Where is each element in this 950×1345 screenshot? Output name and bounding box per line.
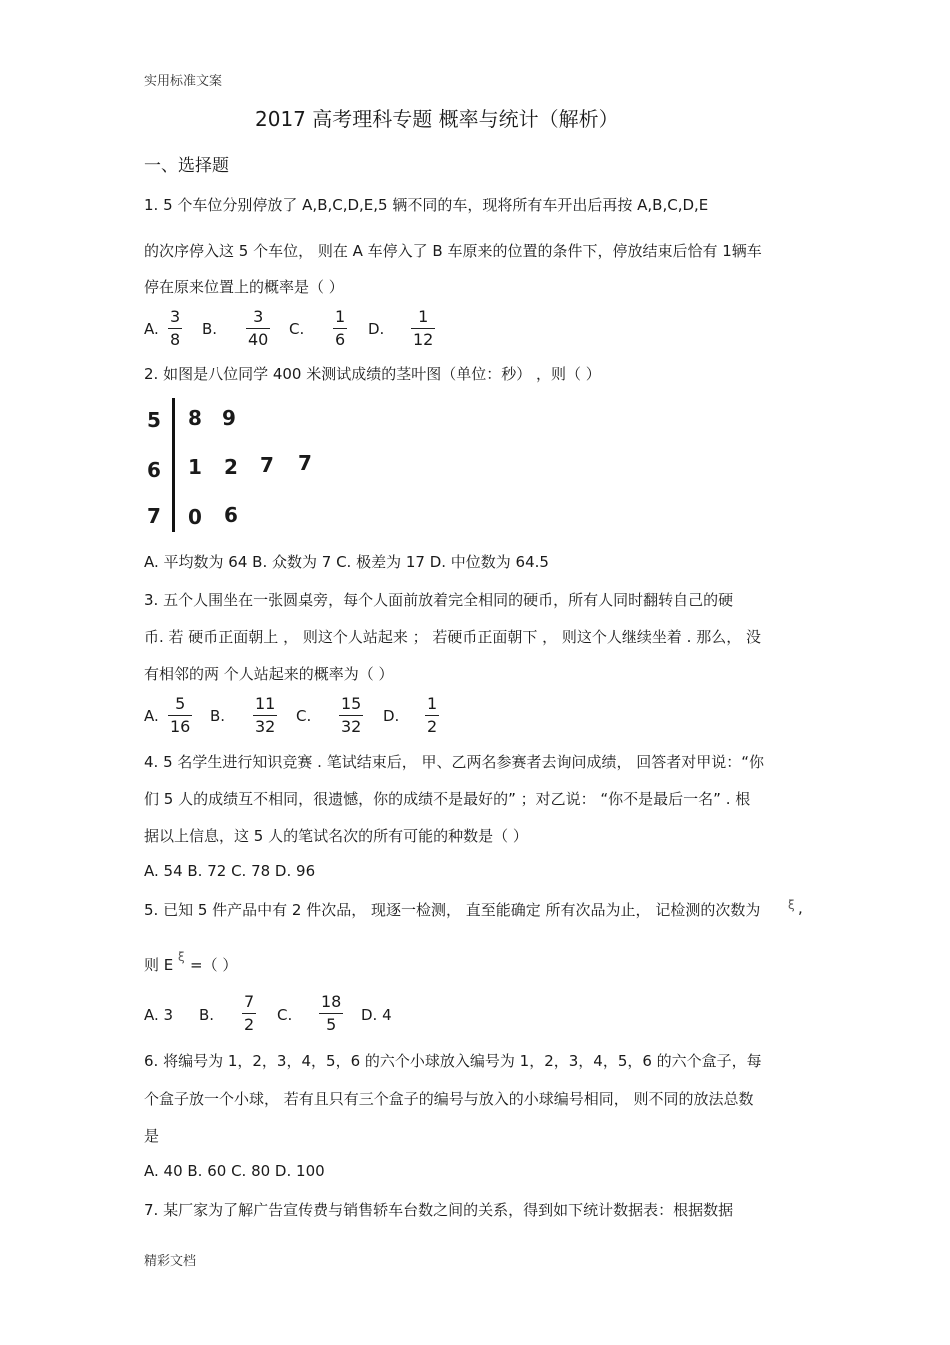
q1-option-d-fraction: [411, 309, 435, 348]
numerator: 1: [418, 307, 429, 326]
leaf-value: 6: [224, 503, 238, 527]
q3-line-3: 有相邻的两 个人站起来的概率为（ ）: [144, 665, 394, 683]
denominator: 5: [319, 1013, 343, 1033]
q6-line-1: 6. 将编号为 1，2，3，4，5，6 的六个小球放入编号为 1，2，3，4，5，6 的六个盒子，每: [144, 1052, 762, 1070]
numerator: 3: [170, 307, 181, 326]
stem-value: 5: [147, 408, 161, 432]
q1-option-c-fraction: [333, 309, 347, 348]
leaf-value: 7: [298, 451, 312, 475]
q1-option-b-fraction: [246, 309, 270, 348]
leaf-value: 2: [224, 455, 238, 479]
denominator: 32: [341, 717, 362, 736]
denominator: 2: [244, 1015, 255, 1034]
q2-options: A. 平均数为 64 B. 众数为 7 C. 极差为 17 D. 中位数为 64.5: [144, 553, 549, 571]
denominator: 16: [170, 717, 191, 736]
numerator: 18: [321, 992, 342, 1011]
denominator: 2: [427, 717, 438, 736]
xi-symbol: ξ: [178, 950, 185, 964]
q3-option-a-label: A.: [144, 707, 159, 725]
numerator: 1: [335, 307, 346, 326]
denominator: 40: [248, 330, 269, 349]
denominator: 8: [170, 330, 181, 349]
q4-line-3: 据以上信息，这 5 人的笔试名次的所有可能的种数是（ ）: [144, 827, 528, 845]
q5-line-1: 5. 已知 5 件产品中有 2 件次品， 现逐一检测， 直至能确定 所有次品为止， 记检测的次数为: [144, 901, 761, 919]
leaf-value: 9: [222, 406, 236, 430]
q1-option-a-fraction: [168, 309, 182, 348]
q1-option-c-label: C.: [289, 320, 305, 338]
q6-line-2: 个盒子放一个小球， 若有且只有三个盒子的编号与放入的小球编号相同， 则不同的放法总数: [144, 1090, 754, 1108]
q4-line-2: 们 5 人的成绩互不相同，很遗憾，你的成绩不是最好的” ；对乙说： “你不是最后一名” . 根: [144, 790, 751, 808]
q1-option-a-label: A.: [144, 320, 159, 338]
denominator: 12: [413, 330, 434, 349]
xi-symbol: ξ: [788, 898, 795, 912]
q5-option-a: A. 3: [144, 1006, 174, 1024]
q1-line-3: 停在原来位置上的概率是（ ）: [144, 278, 344, 296]
q3-option-b-fraction: [253, 696, 277, 735]
q5-option-c-fraction: [319, 994, 343, 1033]
q3-line-1: 3. 五个人围坐在一张圆桌旁，每个人面前放着完全相同的硬币，所有人同时翻转自己的硬: [144, 591, 734, 609]
q3-option-c-label: C.: [296, 707, 312, 725]
section-heading: 一、选择题: [144, 156, 229, 176]
leaf-value: 8: [188, 406, 202, 430]
q2-line-1: 2. 如图是八位同学 400 米测试成绩的茎叶图（单位：秒） ，则（ ）: [144, 365, 601, 383]
page-footer: 精彩文档: [144, 1254, 197, 1269]
q5-option-d: D. 4: [361, 1006, 392, 1024]
leaf-value: 1: [188, 455, 202, 479]
q4-options: A. 54 B. 72 C. 78 D. 96: [144, 862, 316, 880]
stem-value: 7: [147, 504, 161, 528]
q4-line-1: 4. 5 名学生进行知识竞赛 . 笔试结束后， 甲、乙两名参赛者去询问成绩， 回答者对甲说：“你: [144, 753, 765, 771]
q1-line-2: 的次序停入这 5 个车位， 则在 A 车停入了 B 车原来的位置的条件下，停放结束后恰有 1辆车: [144, 242, 762, 260]
comma: ,: [798, 899, 803, 917]
q5-option-c-label: C.: [277, 1006, 293, 1024]
q3-option-c-fraction: [339, 696, 363, 735]
q1-option-b-label: B.: [202, 320, 218, 338]
denominator: 6: [335, 330, 346, 349]
q3-option-d-label: D.: [383, 707, 400, 725]
numerator: 7: [244, 992, 255, 1011]
q5-line-2: 则 E: [144, 956, 174, 974]
q3-option-d-fraction: [425, 696, 439, 735]
q6-options: A. 40 B. 60 C. 80 D. 100: [144, 1162, 325, 1180]
q1-option-d-label: D.: [368, 320, 385, 338]
numerator: 11: [255, 694, 276, 713]
q5-option-b-fraction: [242, 994, 256, 1033]
q3-option-b-label: B.: [210, 707, 226, 725]
q1-line-1: 1. 5 个车位分别停放了 A,B,C,D,E,5 辆不同的车，现将所有车开出后再按 A,B,C,D,E: [144, 196, 709, 214]
leaf-value: 7: [260, 453, 274, 477]
numerator: 5: [175, 694, 186, 713]
numerator: 3: [253, 307, 264, 326]
page-header: 实用标准文案: [144, 74, 223, 89]
q3-option-a-fraction: [168, 696, 192, 735]
q7-line-1: 7. 某厂家为了解广告宣传费与销售轿车台数之间的关系，得到如下统计数据表：根据数据: [144, 1201, 734, 1219]
page-title: 2017 高考理科专题 概率与统计（解析）: [255, 107, 619, 131]
q3-line-2: 币. 若 硬币正面朝上 ， 则这个人站起来 ； 若硬币正面朝下 ， 则这个人继续坐着 . 那么， 没: [144, 628, 761, 646]
denominator: 32: [255, 717, 276, 736]
stem-value: 6: [147, 458, 161, 482]
q5-option-b-label: B.: [199, 1006, 215, 1024]
numerator: 15: [341, 694, 362, 713]
numerator: 1: [427, 694, 438, 713]
stem-leaf-divider: [172, 398, 175, 532]
q6-line-3: 是: [144, 1127, 160, 1145]
leaf-value: 0: [188, 505, 202, 529]
q5-line-2-end: =（ ）: [190, 956, 238, 974]
